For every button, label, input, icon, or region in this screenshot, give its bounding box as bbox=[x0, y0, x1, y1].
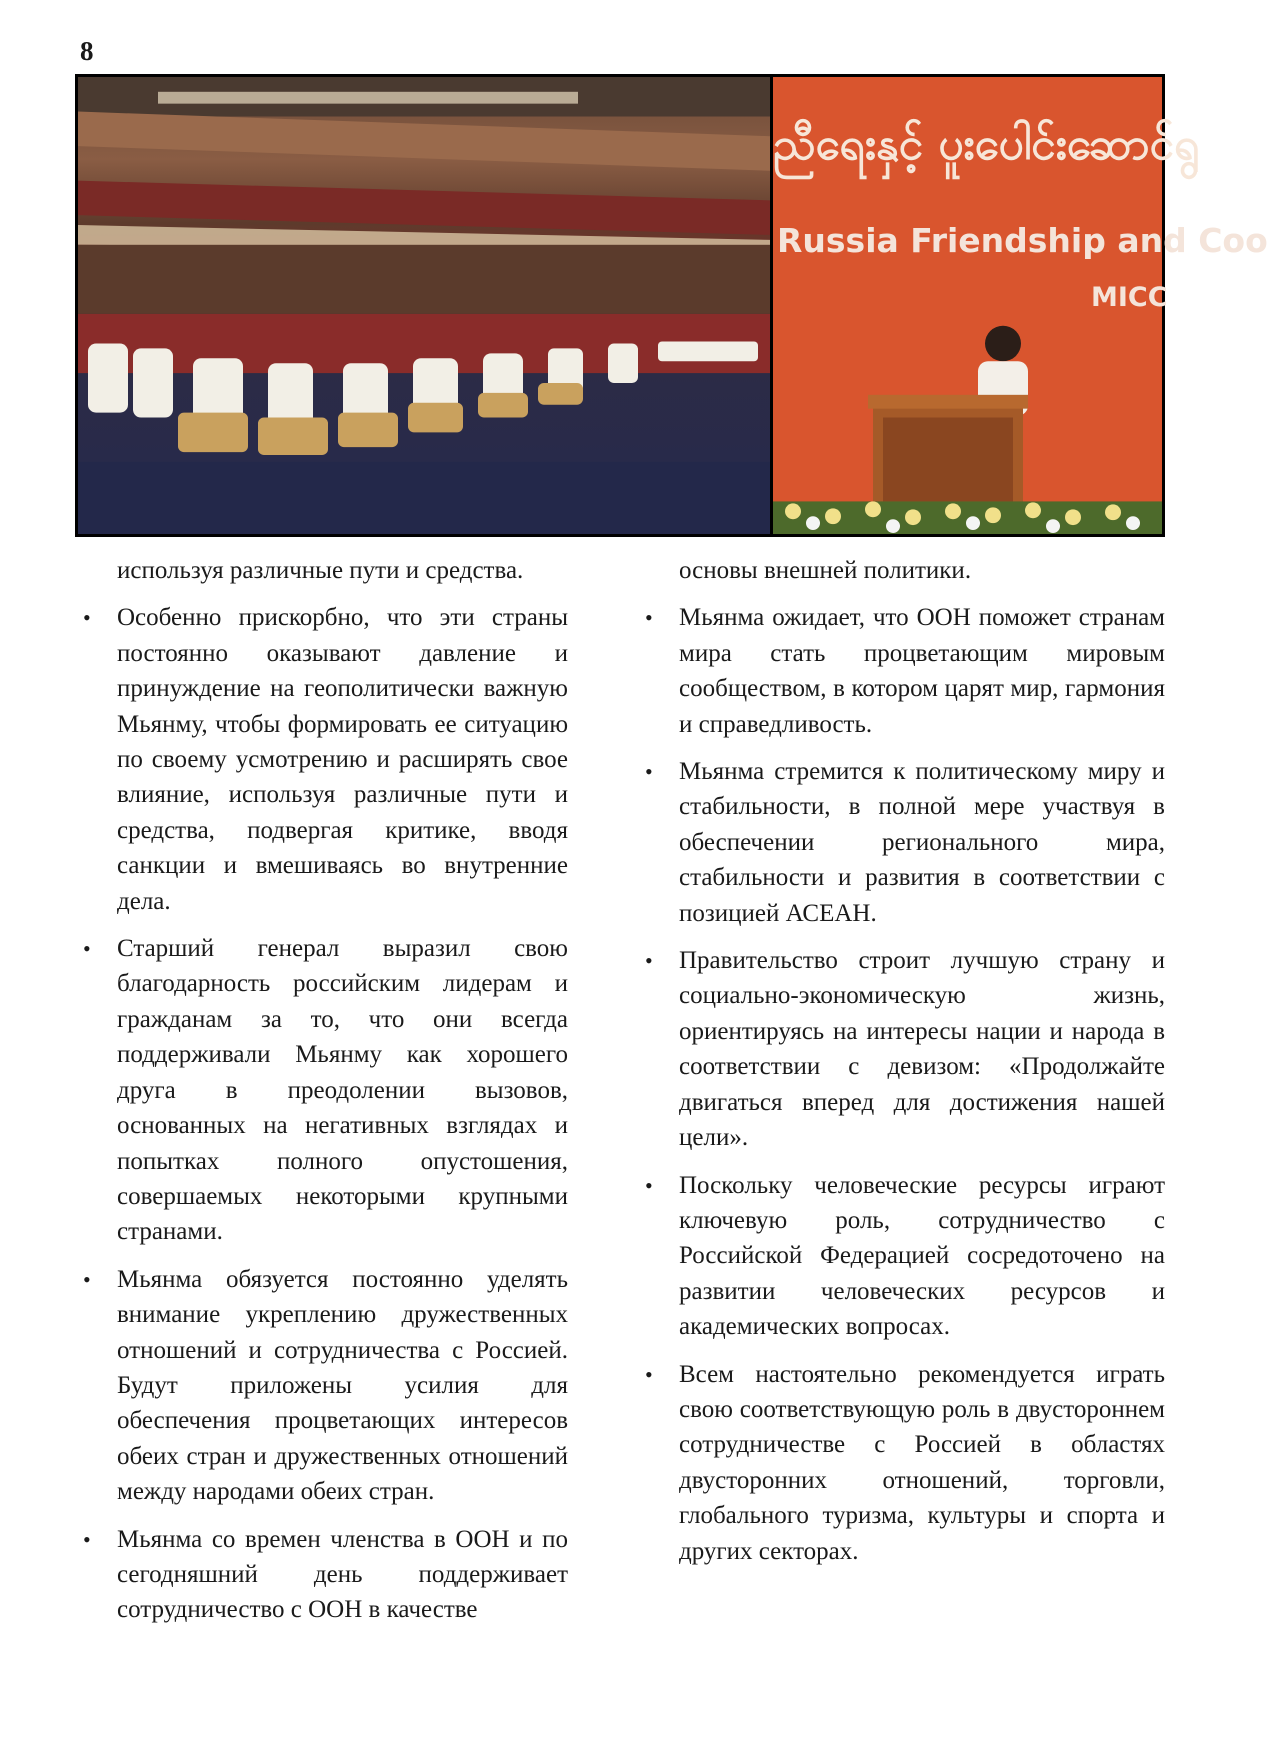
right-bullet-list bbox=[645, 600, 1165, 1569]
hall-illustration bbox=[78, 77, 770, 534]
photo-strip bbox=[75, 74, 1268, 537]
right-continuation-text: основы внешней политики. bbox=[679, 557, 972, 584]
bullet-icon: • bbox=[645, 1172, 653, 1198]
list-item bbox=[83, 1262, 568, 1510]
left-column bbox=[83, 553, 568, 1628]
bullet-icon: • bbox=[83, 605, 91, 631]
bullet-icon: • bbox=[645, 1361, 653, 1387]
left-bullet-list bbox=[83, 600, 568, 1627]
banner-burmese-text: ညီရေးနှင့် ပူးပေါင်းဆောင်ရွ bbox=[773, 119, 1200, 170]
bullet-icon: • bbox=[83, 936, 91, 962]
list-item-text: Мьянма ожидает, что ООН поможет странам мира стать процветающим мировым сообществом, в котором царят мир, гармония и справедливость. bbox=[679, 604, 1165, 738]
list-item-text: Особенно прискорбно, что эти страны постоянно оказывают давление и принуждение на геополитически важную Мьянму, чтобы формировать ее ситуацию по своему усмотрению и расширять свое влияние, используя различные пути и средства, подвергая критике, вводя санкции и вмешиваясь во внутренние дела. bbox=[117, 604, 568, 915]
list-item bbox=[645, 943, 1165, 1155]
list-item-text: Правительство строит лучшую страну и социально-экономическую жизнь, ориентируясь на интересы нации и народа в соответствии с девизом: «Продолжайте двигаться вперед для достижения нашей цели». bbox=[679, 947, 1165, 1152]
list-item bbox=[83, 931, 568, 1250]
list-item bbox=[645, 1168, 1165, 1345]
list-item bbox=[645, 600, 1165, 742]
list-item-text: Всем настоятельно рекомендуется играть свою соответствующую роль в двустороннем сотрудничестве с Россией в областях двусторонних отношений, торговли, глобального туризма, культуры и спорта и других секторах. bbox=[679, 1360, 1165, 1565]
left-continuation-text: используя различные пути и средства. bbox=[117, 557, 524, 584]
bullet-icon: • bbox=[645, 605, 653, 631]
bullet-icon: • bbox=[645, 948, 653, 974]
conference-hall-photo bbox=[78, 77, 770, 534]
list-item-text: Старший генерал выразил свою благодарность российским лидерам и гражданам за то, что они всегда поддерживали Мьянму как хорошего друга в преодолении вызовов, основанных на негативных взглядах и попытках полного опустошения, совершаемых некоторыми крупными странами. bbox=[117, 935, 568, 1246]
banner-english-text: Russia Friendship and Coo bbox=[777, 221, 1268, 260]
list-item-text: Мьянма обязуется постоянно уделять внимание укреплению дружественных отношений и сотрудничества с Россией. Будут приложены усилия для обеспечения процветающих интересов обеих стран и дружественных отношений между народами обеих стран. bbox=[117, 1265, 568, 1506]
page-number: 8 bbox=[80, 36, 94, 66]
bullet-icon: • bbox=[83, 1266, 91, 1292]
list-item bbox=[83, 600, 568, 919]
bullet-icon: • bbox=[83, 1526, 91, 1552]
podium-illustration bbox=[773, 77, 1200, 534]
list-item-text: Поскольку человеческие ресурсы играют ключевую роль, сотрудничество с Российской Федерацией сосредоточено на развитии человеческих ресурсов и академических вопросах. bbox=[679, 1171, 1165, 1341]
list-item-text: Мьянма стремится к политическому миру и стабильности, в полной мере участвуя в обеспечении регионального мира, стабильности и развития в соответствии с позицией АСЕАН. bbox=[679, 758, 1165, 927]
right-column bbox=[645, 553, 1165, 1569]
list-item-text: Мьянма со времен членства в ООН и по сегодняшний день поддерживает сотрудничество с ООН в качестве bbox=[117, 1525, 568, 1624]
list-item bbox=[645, 1357, 1165, 1569]
list-item bbox=[83, 1522, 568, 1628]
list-item bbox=[645, 754, 1165, 931]
speaker-at-podium-photo bbox=[773, 77, 1268, 534]
banner-micc-text: MICC bbox=[1091, 282, 1168, 313]
bullet-icon: • bbox=[645, 759, 653, 785]
